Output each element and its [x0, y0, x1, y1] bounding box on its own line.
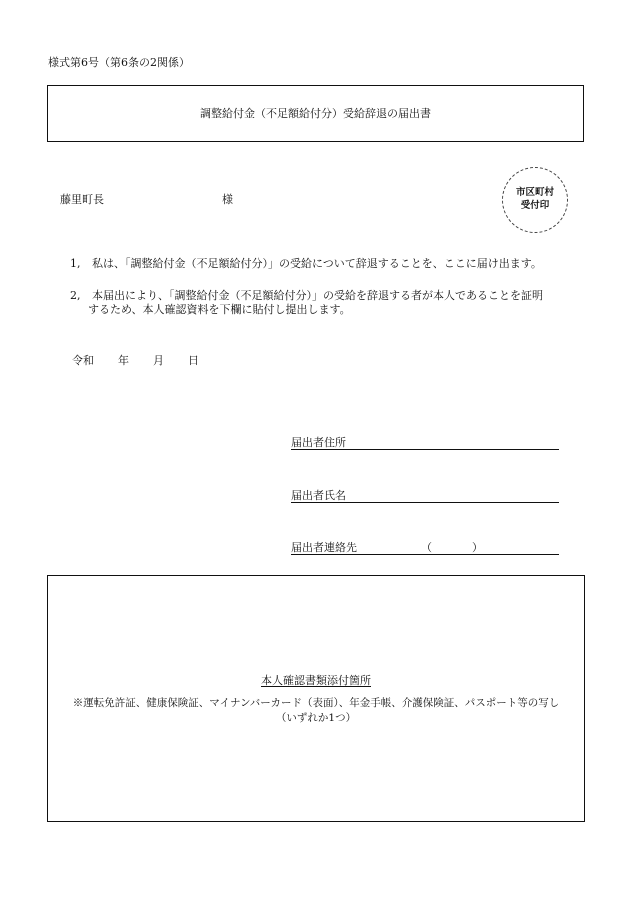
- contact-label: 届出者連絡先: [291, 541, 357, 554]
- clause-text: 本届出により、「調整給付金（不足額給付分）」の受給を辞退する者が本人であることを証明: [92, 289, 543, 302]
- clause-number: 1,: [70, 257, 81, 270]
- clause-number: 2,: [70, 289, 81, 302]
- id-document-attachment-area: [47, 575, 585, 822]
- clause-text: 私は、「調整給付金（不足額給付分）」の受給について辞退することを、ここに届け出ます。: [92, 257, 542, 270]
- address-label: 届出者住所: [291, 436, 346, 449]
- id-section-heading: 本人確認書類添付箇所: [261, 674, 371, 687]
- contact-paren-close: ）: [472, 541, 483, 554]
- date-month-field[interactable]: 月: [153, 354, 164, 367]
- date-day-field[interactable]: 日: [188, 354, 199, 367]
- date-era: 令和: [72, 354, 94, 367]
- document-title: 調整給付金（不足額給付分）受給辞退の届出書: [200, 107, 431, 120]
- title-box: [47, 85, 584, 142]
- receipt-stamp-area: [502, 167, 568, 233]
- addressee-suffix: 様: [222, 193, 233, 206]
- id-section-note: ※運転免許証、健康保険証、マイナンバーカード（表面）、年金手帳、介護保険証、パスポート等の写し: [72, 697, 560, 709]
- name-field[interactable]: [291, 502, 559, 503]
- stamp-line-1: 市区町村: [515, 187, 554, 198]
- id-section-note-continued: （いずれか1つ）: [275, 712, 357, 724]
- contact-paren-open: （: [421, 541, 432, 554]
- form-number: 様式第6号（第6条の2関係）: [48, 56, 190, 69]
- name-label: 届出者氏名: [291, 489, 346, 502]
- clause-text-continued: するため、本人確認資料を下欄に貼付し提出します。: [88, 303, 351, 316]
- addressee: 藤里町長: [60, 193, 104, 206]
- contact-field[interactable]: [291, 554, 559, 555]
- address-field[interactable]: [291, 449, 559, 450]
- date-year-field[interactable]: 年: [118, 354, 129, 367]
- stamp-line-2: 受付印: [520, 200, 550, 211]
